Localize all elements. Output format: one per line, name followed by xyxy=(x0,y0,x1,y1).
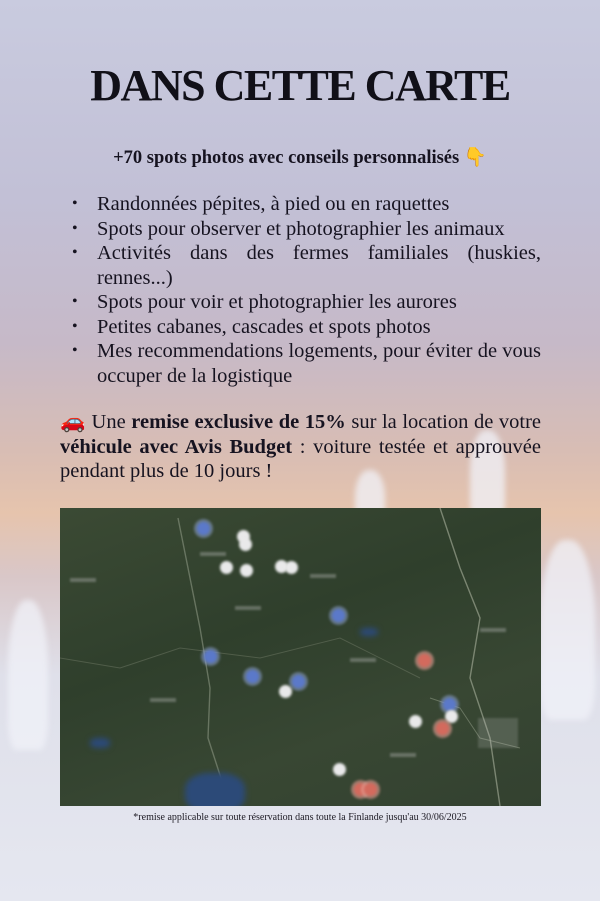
map-pin xyxy=(220,561,233,574)
promo-partner: véhicule avec Avis Budget xyxy=(60,435,293,458)
map-pin xyxy=(443,698,456,711)
map-pin xyxy=(279,685,292,698)
bullet-icon: • xyxy=(72,317,78,335)
map-pin xyxy=(197,522,210,535)
subtitle-text: +70 spots photos avec conseils personnalisés xyxy=(113,148,460,168)
map-pin xyxy=(409,715,422,728)
promo-paragraph: 🚗 Une remise exclusive de 15% sur la location de votre véhicule avec Avis Budget : voiture testée et approuvée pendant plus de 10 jours ! xyxy=(60,409,541,482)
bullet-icon: • xyxy=(72,244,78,261)
map-pin xyxy=(445,710,458,723)
map-pin xyxy=(246,670,259,683)
bullet-icon: • xyxy=(72,219,78,237)
bullet-icon: • xyxy=(72,293,78,310)
footnote: *remise applicable sur toute réservation dans toute la Finlande jusqu'au 30/06/2025 xyxy=(133,812,467,823)
page-title: DANS CETTE CARTE xyxy=(90,61,510,110)
map-borders xyxy=(60,508,541,806)
map-pin xyxy=(436,722,449,735)
feature-list xyxy=(60,192,541,388)
map-pin xyxy=(204,650,217,663)
map-pin xyxy=(332,609,345,622)
promo-discount: remise exclusive de 15% xyxy=(131,411,346,433)
list-item: • Mes recommendations logements, pour éviter de vous occuper de la logistique xyxy=(72,340,541,387)
map-pin xyxy=(240,564,253,577)
list-item: • Petites cabanes, cascades et spots photos xyxy=(72,315,431,338)
map-pin xyxy=(292,675,305,688)
list-item: • Spots pour observer et photographier les animaux xyxy=(72,217,505,240)
subtitle xyxy=(0,146,600,169)
map-pin xyxy=(418,654,431,667)
map-pin xyxy=(333,763,346,776)
pointing-down-icon: 👇 xyxy=(463,147,487,168)
bullet-icon: • xyxy=(72,195,78,212)
list-item: • Randonnées pépites, à pied ou en raquettes xyxy=(72,193,450,215)
map-pin xyxy=(239,538,252,551)
map-preview xyxy=(60,508,541,806)
car-icon: 🚗 xyxy=(60,409,86,433)
list-item: • Activités dans des fermes familiales (huskies, rennes...) xyxy=(72,242,541,289)
bullet-icon: • xyxy=(72,342,78,359)
map-pin xyxy=(364,783,377,796)
map-pin xyxy=(285,561,298,574)
list-item: • Spots pour voir et photographier les aurores xyxy=(72,291,457,313)
